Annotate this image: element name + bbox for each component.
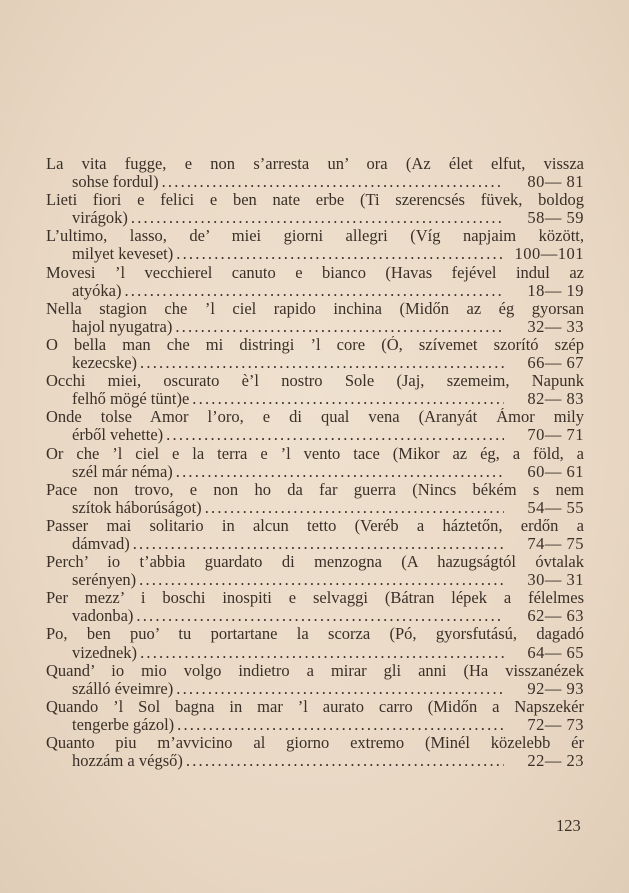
index-entry — [46, 589, 584, 625]
entry-title: Perch’ io t’abbia guardato di menzogna (A hazugságtól óvtalak — [46, 553, 584, 572]
entry-pages: 22— 23 — [527, 751, 584, 771]
entry-pages: 18— 19 — [527, 280, 584, 300]
index-entry — [46, 734, 584, 770]
entry-pages: 62— 63 — [527, 606, 584, 626]
dot-leader — [140, 354, 504, 372]
index-entry — [46, 625, 584, 661]
entry-title-continuation: szél már néma) — [72, 461, 173, 481]
entry-title-continuation: kezecske) — [72, 353, 138, 373]
entry-title: Nella stagion che ’l ciel rapido inchina (Midőn az ég gyorsan — [46, 299, 584, 318]
entry-title: Quand’ io mio volgo indietro a mirar gli anni (Ha visszanézek — [46, 661, 584, 680]
index-entry — [46, 191, 584, 227]
entry-title: L’ultimo, lasso, de’ miei giorni allegri (Víg napjaim között, — [46, 227, 584, 246]
index-entry — [46, 155, 584, 191]
entry-pages: 92— 93 — [527, 678, 584, 698]
entry-title-continuation: serényen) — [72, 570, 137, 590]
index-entry — [46, 445, 584, 481]
index-list — [46, 155, 584, 770]
entry-pages: 66— 67 — [527, 353, 584, 373]
dot-leader — [162, 173, 504, 191]
dot-leader — [186, 752, 504, 770]
dot-leader — [139, 571, 504, 589]
entry-title-continuation: virágok) — [72, 208, 128, 228]
index-entry — [46, 372, 584, 408]
entry-pages: 100—101 — [514, 244, 584, 264]
entry-title: Po, ben puo’ tu portartane la scorza (Pó, gyorsfutású, dagadó — [46, 625, 584, 644]
entry-title: Passer mai solitario in alcun tetto (Veréb a háztetőn, erdőn a — [46, 516, 584, 535]
entry-title: La vita fugge, e non s’arresta un’ ora (Az élet elfut, vissza — [46, 155, 584, 173]
entry-title-continuation: vizednek) — [72, 642, 138, 662]
index-entry — [46, 481, 584, 517]
entry-title-continuation: vadonba) — [72, 606, 134, 626]
entry-pages: 64— 65 — [527, 642, 584, 662]
dot-leader — [140, 644, 504, 662]
dot-leader — [176, 463, 504, 481]
dot-leader — [124, 282, 504, 300]
index-entry — [46, 264, 584, 300]
entry-title: Or che ’l ciel e la terra e ’l vento tace (Mikor az ég, a föld, a — [46, 444, 584, 463]
entry-pages: 70— 71 — [527, 425, 584, 445]
index-entry — [46, 553, 584, 589]
entry-pages: 60— 61 — [527, 461, 584, 481]
index-entry — [46, 300, 584, 336]
entry-title-continuation: szálló éveimre) — [72, 678, 174, 698]
entry-pages: 30— 31 — [527, 570, 584, 590]
entry-title-continuation: felhő mögé tünt)e — [72, 389, 190, 409]
dot-leader — [176, 680, 504, 698]
entry-title: Per mezz’ i boschi inospiti e selvaggi (Bátran lépek a félelmes — [46, 589, 584, 608]
entry-pages: 32— 33 — [527, 316, 584, 336]
entry-title: O bella man che mi distringi ’l core (Ó, szívemet szorító szép — [46, 335, 584, 354]
dot-leader — [176, 245, 504, 263]
entry-title: Quanto piu m’avvicino al giorno extremo (Minél közelebb ér — [46, 734, 584, 752]
entry-pages: 58— 59 — [527, 208, 584, 228]
entry-title-continuation: hozzám a végső) — [72, 751, 183, 771]
entry-title: Occhi miei, oscurato è’l nostro Sole (Jaj, szemeim, Napunk — [46, 372, 584, 391]
dot-leader — [175, 318, 504, 336]
entry-pages: 82— 83 — [527, 389, 584, 409]
entry-title-continuation: tengerbe gázol) — [72, 714, 175, 734]
index-entry — [46, 336, 584, 372]
dot-leader — [192, 390, 504, 408]
entry-title-continuation: atyóka) — [72, 280, 122, 300]
entry-title: Onde tolse Amor l’oro, e di qual vena (Aranyát Ámor mily — [46, 408, 584, 427]
index-entry — [46, 698, 584, 734]
dot-leader — [205, 499, 504, 517]
index-entry — [46, 227, 584, 263]
dot-leader — [131, 209, 504, 227]
entry-title-continuation: milyet keveset) — [72, 244, 174, 264]
entry-title: Quando ’l Sol bagna in mar ’l aurato carro (Midőn a Napszekér — [46, 697, 584, 716]
page-number: 123 — [556, 816, 581, 835]
entry-title: Pace non trovo, e non ho da far guerra (Nincs békém s nem — [46, 480, 584, 499]
dot-leader — [177, 716, 504, 734]
index-entry — [46, 662, 584, 698]
entry-title-continuation: sohse fordul) — [72, 172, 159, 192]
entry-title-continuation: szítok háborúságot) — [72, 497, 202, 517]
dot-leader — [136, 607, 504, 625]
entry-title: Lieti fiori e felici e ben nate erbe (Ti szerencsés füvek, boldog — [46, 191, 584, 210]
dot-leader — [166, 426, 504, 444]
entry-pages: 74— 75 — [527, 533, 584, 553]
entry-title-continuation: érből vehette) — [72, 425, 164, 445]
index-entry — [46, 517, 584, 553]
entry-pages: 80— 81 — [527, 172, 584, 192]
entry-title-continuation: hajol nyugatra) — [72, 316, 173, 336]
index-entry — [46, 408, 584, 444]
entry-pages: 54— 55 — [527, 497, 584, 517]
entry-title-continuation: dámvad) — [72, 533, 130, 553]
dot-leader — [133, 535, 504, 553]
entry-title: Movesi ’l vecchierel canuto e bianco (Havas fejével indul az — [46, 263, 584, 282]
entry-pages: 72— 73 — [527, 714, 584, 734]
